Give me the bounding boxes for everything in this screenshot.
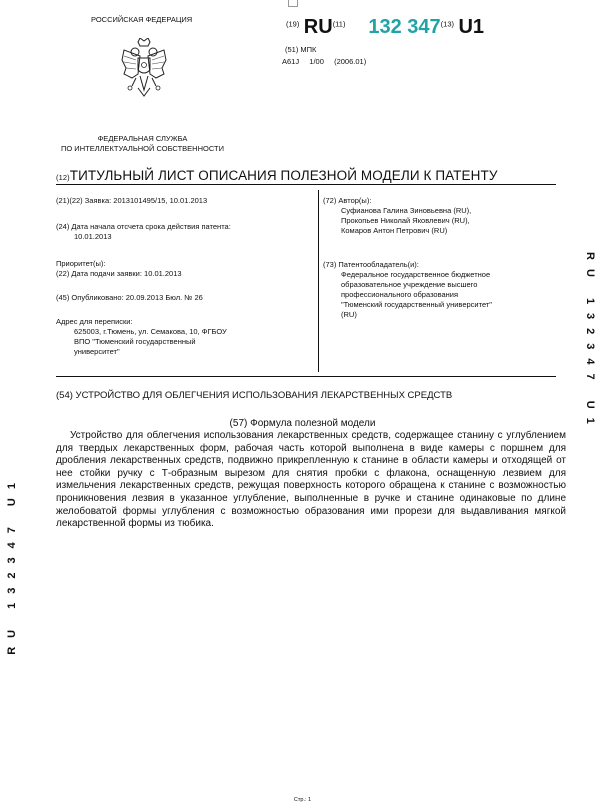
page-footer: Стр.: 1 bbox=[293, 797, 312, 803]
ipc-date: (2006.01) bbox=[334, 57, 367, 66]
title-text: ТИТУЛЬНЫЙ ЛИСТ ОПИСАНИЯ ПОЛЕЗНОЙ МОДЕЛИ К ПАТЕНТУ bbox=[69, 168, 498, 183]
filing-date: (22) Дата подачи заявки: 10.01.2013 bbox=[56, 269, 182, 278]
term-start-label: (24) Дата начала отсчета срока действия патента: bbox=[56, 222, 231, 231]
author-1: Суфианова Галина Зиновьевна (RU), bbox=[341, 206, 472, 215]
holder-label: (73) Патентообладатель(и): bbox=[323, 260, 419, 269]
holder-line3: профессионального образования bbox=[341, 290, 459, 299]
ipc-label: (51) МПК bbox=[285, 45, 317, 54]
code-13: (13) bbox=[440, 19, 455, 29]
holder-field bbox=[323, 260, 492, 320]
author-2: Прокопьев Николай Яковлевич (RU), bbox=[341, 216, 470, 225]
column-divider bbox=[318, 190, 319, 372]
title-code: (12) bbox=[56, 173, 70, 182]
term-start-value: 10.01.2013 bbox=[74, 232, 112, 241]
agency-name-line2: ПО ИНТЕЛЛЕКТУАЛЬНОЙ СОБСТВЕННОСТИ bbox=[61, 144, 224, 153]
claim-text: Устройство для облегчения использования лекарственных средств, содержащее станину с углублением для твердых лекарственных форм, рабочая часть которой выполнена в виде камеры с поршнем для дробления лекарственных средств, подвижно прикрепленную к станине в области камеры и отходящей от нее стойки ручку с Т-образным вырезом для снятия пробки с флакона, оснащенную лезвием для измельчения лекарственных средств, режущая поверхность которого обращена к станине с возможностью проникновения лезвия в указанное углубление, выполненные в ручке и станине одинаковые по длине желобоватой формы углубления с возможностью образования ими прорези для выдавливания мягкой лекарственной формы из тюбика. bbox=[56, 430, 566, 530]
code-19: (19) bbox=[286, 19, 300, 29]
coat-of-arms-emblem bbox=[120, 38, 168, 100]
holder-line2: образовательное учреждение высшего bbox=[341, 280, 478, 289]
holder-line5: (RU) bbox=[341, 310, 357, 319]
country-name: РОССИЙСКАЯ ФЕДЕРАЦИЯ bbox=[91, 15, 193, 24]
holder-line1: Федеральное государственное бюджетное bbox=[341, 270, 491, 279]
priority-field bbox=[56, 259, 182, 279]
kind-code: U1 bbox=[458, 16, 485, 38]
claim-heading: (57) Формула полезной модели bbox=[229, 418, 376, 429]
document-title bbox=[56, 168, 556, 185]
holder-line4: "Тюменский государственный университет" bbox=[341, 300, 492, 309]
country-code: RU bbox=[303, 16, 333, 38]
address-label: Адрес для переписки: bbox=[56, 317, 133, 326]
address-line1: 625003, г.Тюмень, ул. Семакова, 10, ФГБОУ bbox=[74, 327, 227, 336]
address-line2: ВПО "Тюменский государственный bbox=[74, 337, 196, 346]
patent-number: 132 347 bbox=[368, 16, 441, 38]
patent-number-block bbox=[286, 16, 484, 39]
application-field: (21)(22) Заявка: 2013101495/15, 10.01.2013 bbox=[56, 196, 208, 205]
authors-field bbox=[323, 196, 471, 236]
code-11: (11) bbox=[332, 19, 346, 29]
ipc-class: A61J bbox=[282, 57, 300, 66]
authors-label: (72) Автор(ы): bbox=[323, 196, 372, 205]
term-start-field bbox=[56, 222, 231, 242]
address-line3: университет" bbox=[74, 347, 120, 356]
ipc-group: 1/00 bbox=[309, 57, 324, 66]
address-field bbox=[56, 317, 227, 357]
author-3: Комаров Антон Петрович (RU) bbox=[341, 226, 448, 235]
invention-title: (54) УСТРОЙСТВО ДЛЯ ОБЛЕГЧЕНИЯ ИСПОЛЬЗОВАНИЯ ЛЕКАРСТВЕННЫХ СРЕДСТВ bbox=[56, 390, 453, 401]
published-field: (45) Опубликовано: 20.09.2013 Бюл. № 26 bbox=[56, 293, 203, 302]
ipc-classification bbox=[282, 57, 366, 66]
priority-label: Приоритет(ы): bbox=[56, 259, 106, 268]
agency-name-line1: ФЕДЕРАЛЬНАЯ СЛУЖБА bbox=[97, 134, 188, 143]
side-label-left: RU 132347 U1 bbox=[6, 474, 18, 655]
side-label-right: RU 132347 U1 bbox=[584, 252, 596, 433]
page-top-mark bbox=[288, 0, 298, 7]
section-divider bbox=[56, 376, 556, 377]
